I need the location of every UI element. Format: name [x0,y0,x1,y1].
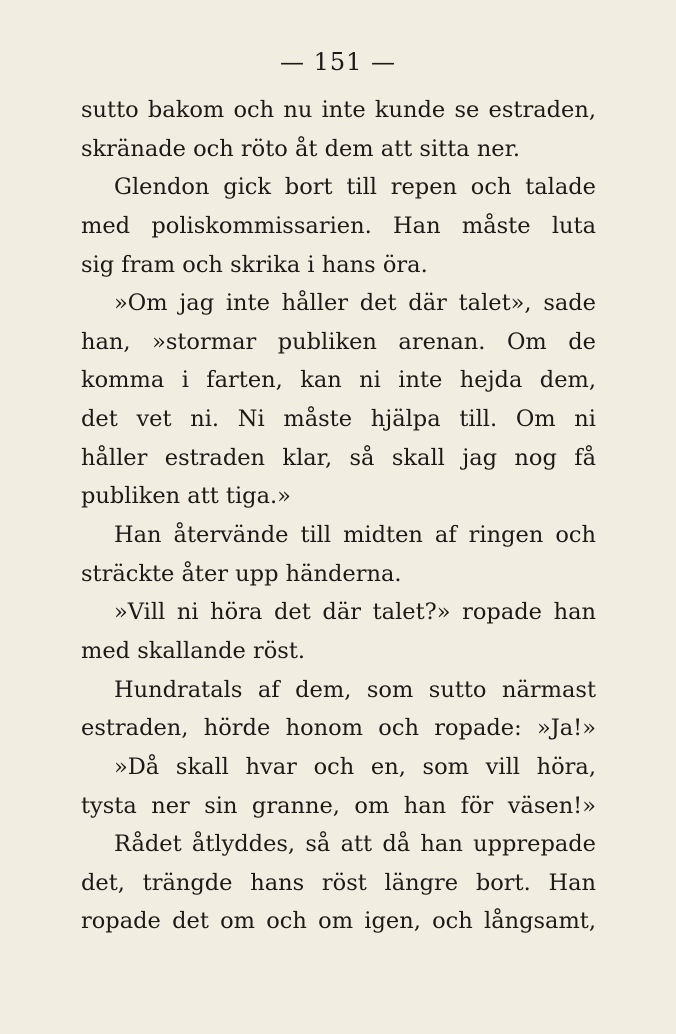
text-line: med poliskommissarien. Han måste luta [81,212,596,239]
text-line: »Då skall hvar och en, som vill höra, [114,753,596,780]
text-line: med skallande röst. [81,637,306,664]
text-line: håller estraden klar, så skall jag nog få [81,444,596,471]
text-line: sträckte åter upp händerna. [81,560,402,587]
body-text [81,91,596,941]
text-line: ropade det om och om igen, och långsamt, [81,908,596,935]
text-line: »Om jag inte håller det där talet», sade [114,290,596,317]
text-line: Hundratals af dem, som sutto närmast [114,676,596,703]
text-line: komma i farten, kan ni inte hejda dem, [81,367,596,394]
text-line: Rådet åtlyddes, så att då han upprepade [114,831,596,858]
page-number: — 151 — [279,48,397,76]
text-line: publiken att tiga.» [81,483,291,510]
text-line: sig fram och skrika i hans öra. [81,251,428,278]
text-line: skränade och röto åt dem att sitta ner. [81,135,521,162]
text-line: sutto bakom och nu inte kunde se estraden, [81,97,596,123]
text-line: tysta ner sin granne, om han för väsen!» [81,792,596,819]
text-line: Glendon gick bort till repen och talade [114,174,596,201]
text-line: han, »stormar publiken arenan. Om de [81,328,596,355]
text-line: »Vill ni höra det där talet?» ropade han [114,599,596,626]
text-line: det, trängde hans röst längre bort. Han [81,869,596,896]
text-line: estraden, hörde honom och ropade: »Ja!» [81,715,596,742]
text-line: det vet ni. Ni måste hjälpa till. Om ni [81,406,596,433]
text-line: Han återvände till midten af ringen och [114,522,596,549]
